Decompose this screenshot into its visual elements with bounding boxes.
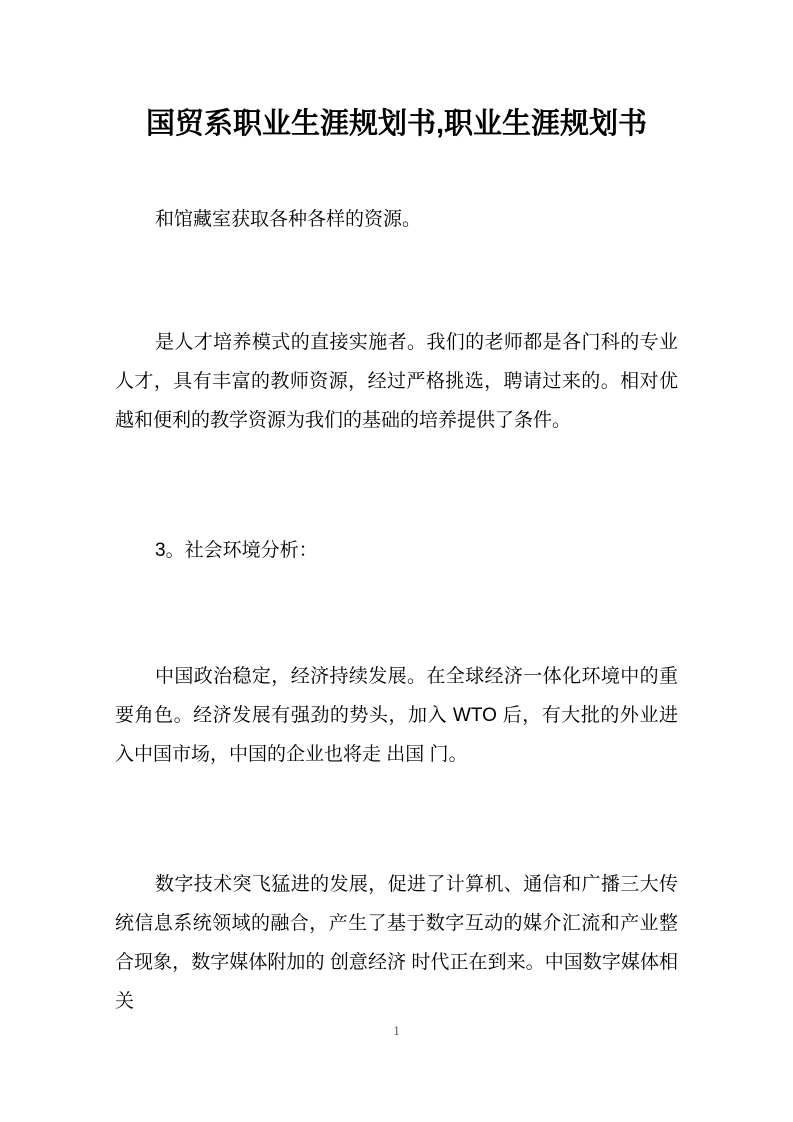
paragraph-china-economy: 中国政治稳定，经济持续发展。在全球经济一体化环境中的重要角色。经济发展有强劲的势头，加入 WTO 后，有大批的外业进入中国市场，中国的企业也将走 出国 门。 [115,666,678,765]
paragraph-digital-media: 数字技术突飞猛进的发展，促进了计算机、通信和广播三大传统信息系统领域的融合，产生了基于数字互动的媒介汇流和产业整合现象，数字媒体附加的 创意经济 时代正在到来。中国数字媒体相关 [115,874,678,1012]
paragraph-library-resources: 和馆藏室获取各种各样的资源。 [155,209,422,230]
page-footer [0,1022,793,1040]
page-number: 1 [393,1023,400,1038]
document-content [115,0,678,1021]
paragraph-section-heading-social-environment: 3。社会环境分析： [155,540,318,561]
document-title: 国贸系职业生涯规划书,职业生涯规划书 [145,108,648,140]
paragraph-teachers: 是人才培养模式的直接实施者。我们的老师都是各门科的专业人才，具有丰富的教师资源，经过严格挑选，聘请过来的。相对优越和便利的教学资源为我们的基础的培养提供了条件。 [115,332,678,431]
